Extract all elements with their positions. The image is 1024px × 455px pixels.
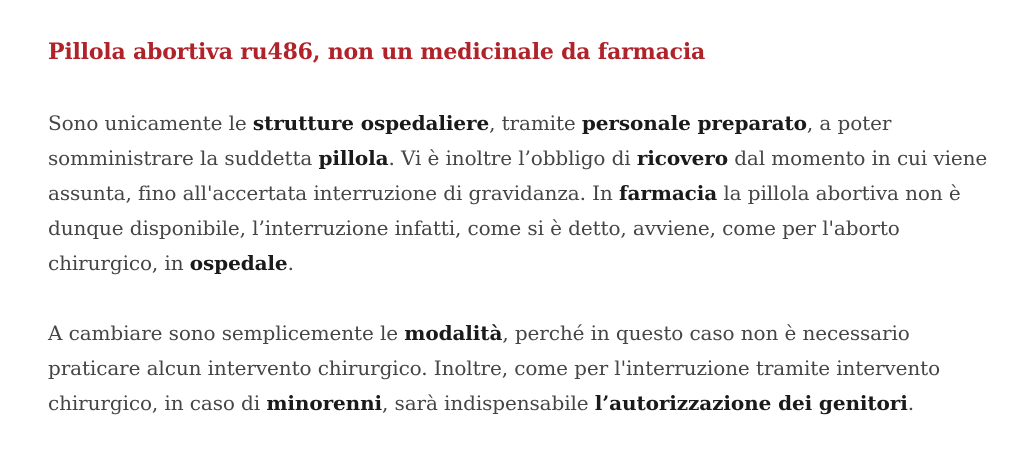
- text-run: .: [287, 251, 294, 275]
- bold-keyword: strutture ospedaliere: [252, 111, 490, 135]
- bold-keyword: modalità: [404, 321, 503, 345]
- text-run: la pillola abortiva non è dunque disponibile, l’interruzione infatti, come si è detto, avviene, come per l'aborto chirurgico, in: [48, 181, 961, 275]
- text-run: , sarà indispensabile: [382, 391, 595, 415]
- bold-keyword: farmacia: [618, 181, 718, 205]
- text-run: , a poter somministrare la suddetta: [48, 111, 892, 170]
- bold-keyword: personale preparato: [581, 111, 807, 135]
- bold-keyword: minorenni: [266, 391, 383, 415]
- bold-keyword: ricovero: [636, 146, 728, 170]
- text-run: dal momento in cui viene assunta, fino all'accertata interruzione di gravidanza. In: [48, 146, 988, 205]
- text-run: .: [907, 391, 914, 415]
- paragraph: [48, 316, 988, 421]
- text-run: Sono unicamente le: [48, 111, 253, 135]
- text-run: . Vi è inoltre l’obbligo di: [388, 146, 637, 170]
- bold-keyword: ospedale: [189, 251, 288, 275]
- paragraph: [48, 106, 988, 281]
- text-run: , tramite: [489, 111, 582, 135]
- text-run: A cambiare sono semplicemente le: [48, 321, 405, 345]
- article-body: [48, 36, 988, 421]
- bold-keyword: pillola: [318, 146, 389, 170]
- text-run: , perché in questo caso non è necessario praticare alcun intervento chirurgico. Inoltre, come per l'interruzione tramite intervento chirurgico, in caso di: [48, 321, 941, 415]
- section-heading: Pillola abortiva ru486, non un medicinale da farmacia: [48, 39, 706, 65]
- bold-keyword: l’autorizzazione dei genitori: [594, 391, 908, 415]
